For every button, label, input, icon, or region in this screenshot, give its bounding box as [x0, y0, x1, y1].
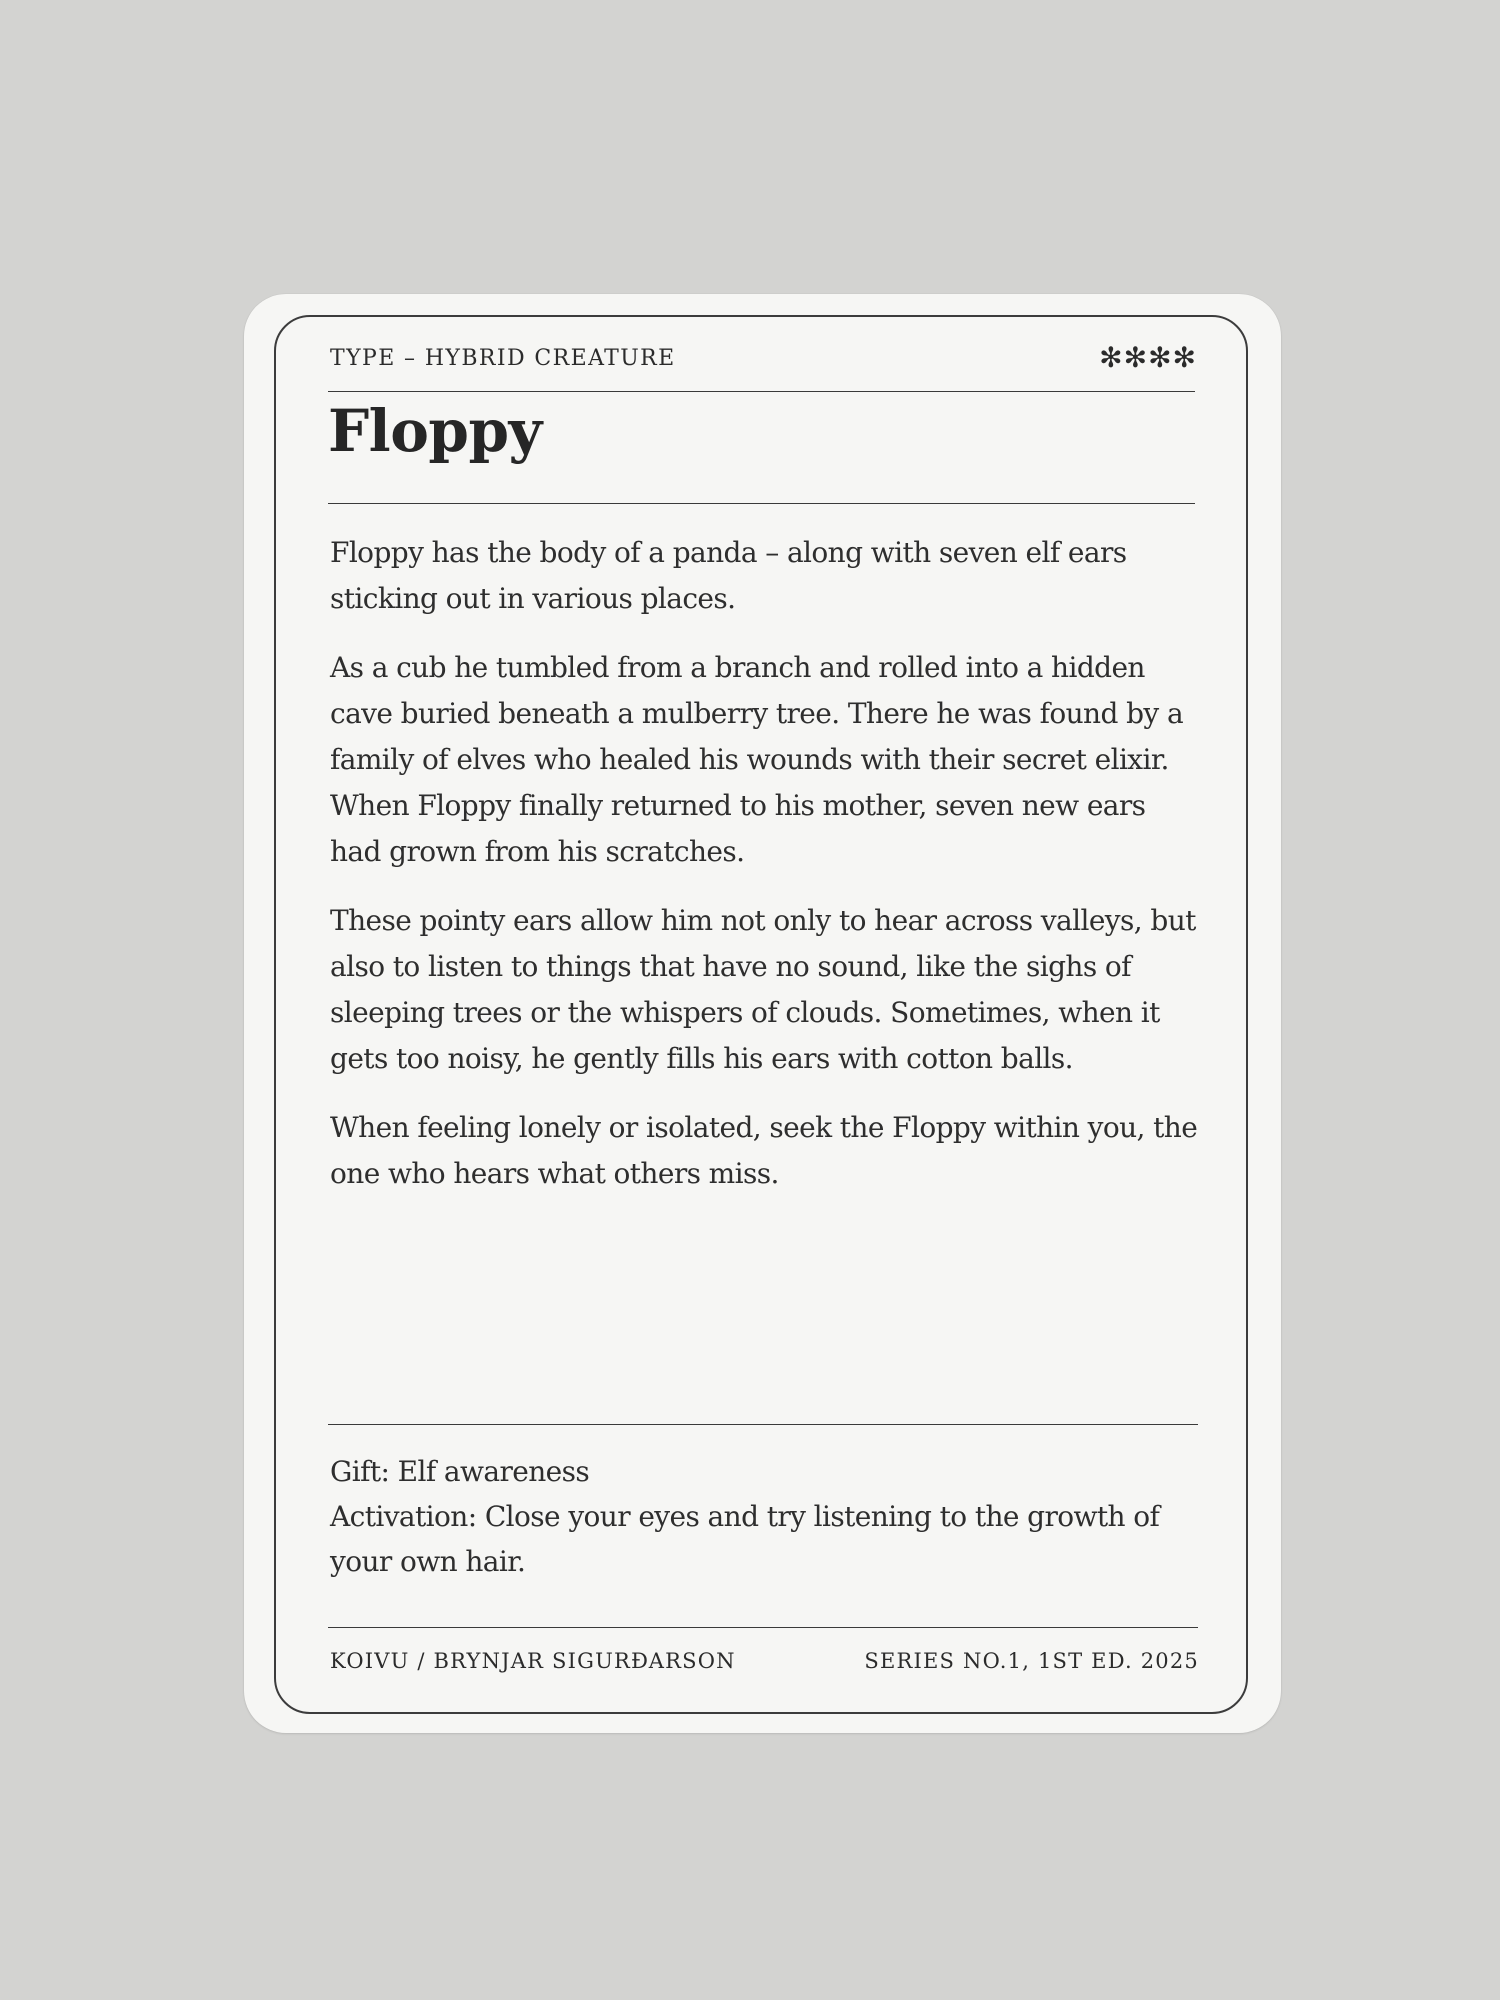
creature-card: [244, 294, 1281, 1733]
card-description: [330, 530, 1200, 1220]
gift-divider: [328, 1424, 1198, 1425]
title-divider: [328, 503, 1195, 504]
footer-edition: SERIES NO.1, 1ST ED. 2025: [864, 1649, 1199, 1673]
activation-text: Activation: Close your eyes and try listening to the growth of your own hair.: [330, 1500, 1160, 1578]
gift-section: [330, 1449, 1200, 1584]
description-paragraph: These pointy ears allow him not only to hear across valleys, but also to listen to things that have no sound, like the sighs of sleeping trees or the whispers of clouds. Sometimes, when it gets too noisy, he gently fills his ears with cotton balls.: [330, 904, 1196, 1075]
description-paragraph: When feeling lonely or isolated, seek the Floppy within you, the one who hears what others miss.: [330, 1111, 1198, 1190]
description-paragraph: Floppy has the body of a panda – along with seven elf ears sticking out in various places.: [330, 536, 1127, 615]
rating-stars: ✻✻✻✻: [1099, 341, 1197, 374]
description-paragraph: As a cub he tumbled from a branch and rolled into a hidden cave buried beneath a mulberry tree. There he was found by a family of elves who healed his wounds with their secret elixir. When Floppy finally returned to his mother, seven new ears had grown from his scratches.: [330, 651, 1184, 868]
footer-credit: KOIVU / BRYNJAR SIGURÐARSON: [330, 1649, 736, 1673]
gift-text: Gift: Elf awareness: [330, 1455, 590, 1488]
footer-divider: [328, 1627, 1198, 1628]
card-title: Floppy: [328, 397, 542, 465]
header-divider: [328, 391, 1195, 392]
card-type-label: TYPE – HYBRID CREATURE: [330, 346, 676, 371]
